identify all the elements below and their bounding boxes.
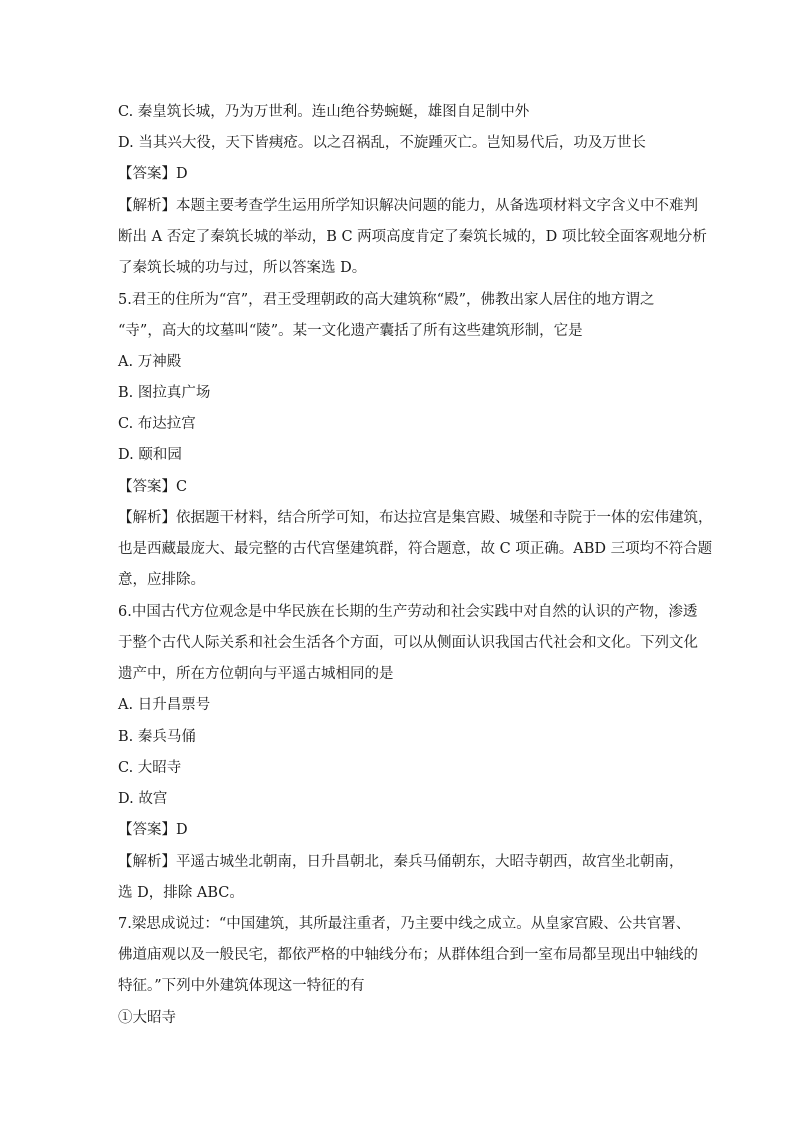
option-c-q6: C. 大昭寺 — [118, 760, 182, 776]
analysis-q4-line-2: 断出 A 否定了秦筑长城的举动，B C 两项高度肯定了秦筑长城的，D 项比较全面客观地分析 — [118, 229, 707, 245]
option-a-q5: A. 万神殿 — [118, 354, 182, 370]
question-6-line-2: 于整个古代人际关系和社会生活各个方面，可以从侧面认识我国古代社会和文化。下列文化 — [118, 635, 698, 651]
question-6-line-3: 遗产中，所在方位朝向与平遥古城相同的是 — [118, 666, 394, 682]
analysis-q4-line-3: 了秦筑长城的功与过，所以答案选 D。 — [118, 260, 367, 276]
analysis-q5-line-2: 也是西藏最庞大、最完整的古代宫堡建筑群，符合题意，故 C 项正确。ABD 三项均不符合题 — [118, 541, 713, 557]
question-5-line-2: “寺”，高大的坟墓叫“陵”。某一文化遗产囊括了所有这些建筑形制，它是 — [118, 323, 583, 339]
option-d-q6: D. 故宫 — [118, 791, 168, 807]
item-1-q7: ①大昭寺 — [118, 1010, 176, 1026]
question-6-line-1: 6.中国古代方位观念是中华民族在长期的生产劳动和社会实践中对自然的认识的产物，渗透 — [118, 604, 698, 620]
question-7-line-3: 特征。”下列中外建筑体现这一特征的有 — [118, 978, 365, 994]
question-7-line-1: 7.梁思成说过：“中国建筑，其所最注重者，乃主要中线之成立。从皇家宫殿、公共官署、 — [118, 916, 691, 932]
option-b-q6: B. 秦兵马俑 — [118, 729, 196, 745]
option-a-q6: A. 日升昌票号 — [118, 697, 211, 713]
answer-q4: 【答案】D — [118, 166, 188, 182]
option-c-q5: C. 布达拉宫 — [118, 416, 196, 432]
question-5-line-1: 5.君王的住所为“宫”，君王受理朝政的高大建筑称“殿”，佛教出家人居住的地方谓之 — [118, 292, 655, 308]
analysis-q6-line-1: 【解析】平遥古城坐北朝南，日升昌朝北，秦兵马俑朝东，大昭寺朝西，故宫坐北朝南， — [118, 854, 684, 870]
answer-q6: 【答案】D — [118, 822, 188, 838]
analysis-q5-line-3: 意，应排除。 — [118, 572, 205, 588]
option-c-q4: C. 秦皇筑长城，乃为万世利。连山绝谷势蜿蜒，雄图自足制中外 — [118, 104, 530, 120]
option-b-q5: B. 图拉真广场 — [118, 385, 211, 401]
option-d-q4: D. 当其兴大役，天下皆痍疮。以之召祸乱，不旋踵灭亡。岂知易代后，功及万世长 — [118, 135, 646, 151]
analysis-q5-line-1: 【解析】依据题干材料，结合所学可知，布达拉宫是集宫殿、城堡和寺院于一体的宏伟建筑， — [118, 510, 713, 526]
analysis-q4-line-1: 【解析】本题主要考查学生运用所学知识解决问题的能力，从备选项材料文字含义中不难判 — [118, 198, 698, 214]
option-d-q5: D. 颐和园 — [118, 447, 182, 463]
answer-q5: 【答案】C — [118, 479, 188, 495]
analysis-q6-line-2: 选 D，排除 ABC。 — [118, 885, 244, 901]
question-7-line-2: 佛道庙观以及一般民宅，都依严格的中轴线分布；从群体组合到一室布局都呈现出中轴线的 — [118, 947, 698, 963]
